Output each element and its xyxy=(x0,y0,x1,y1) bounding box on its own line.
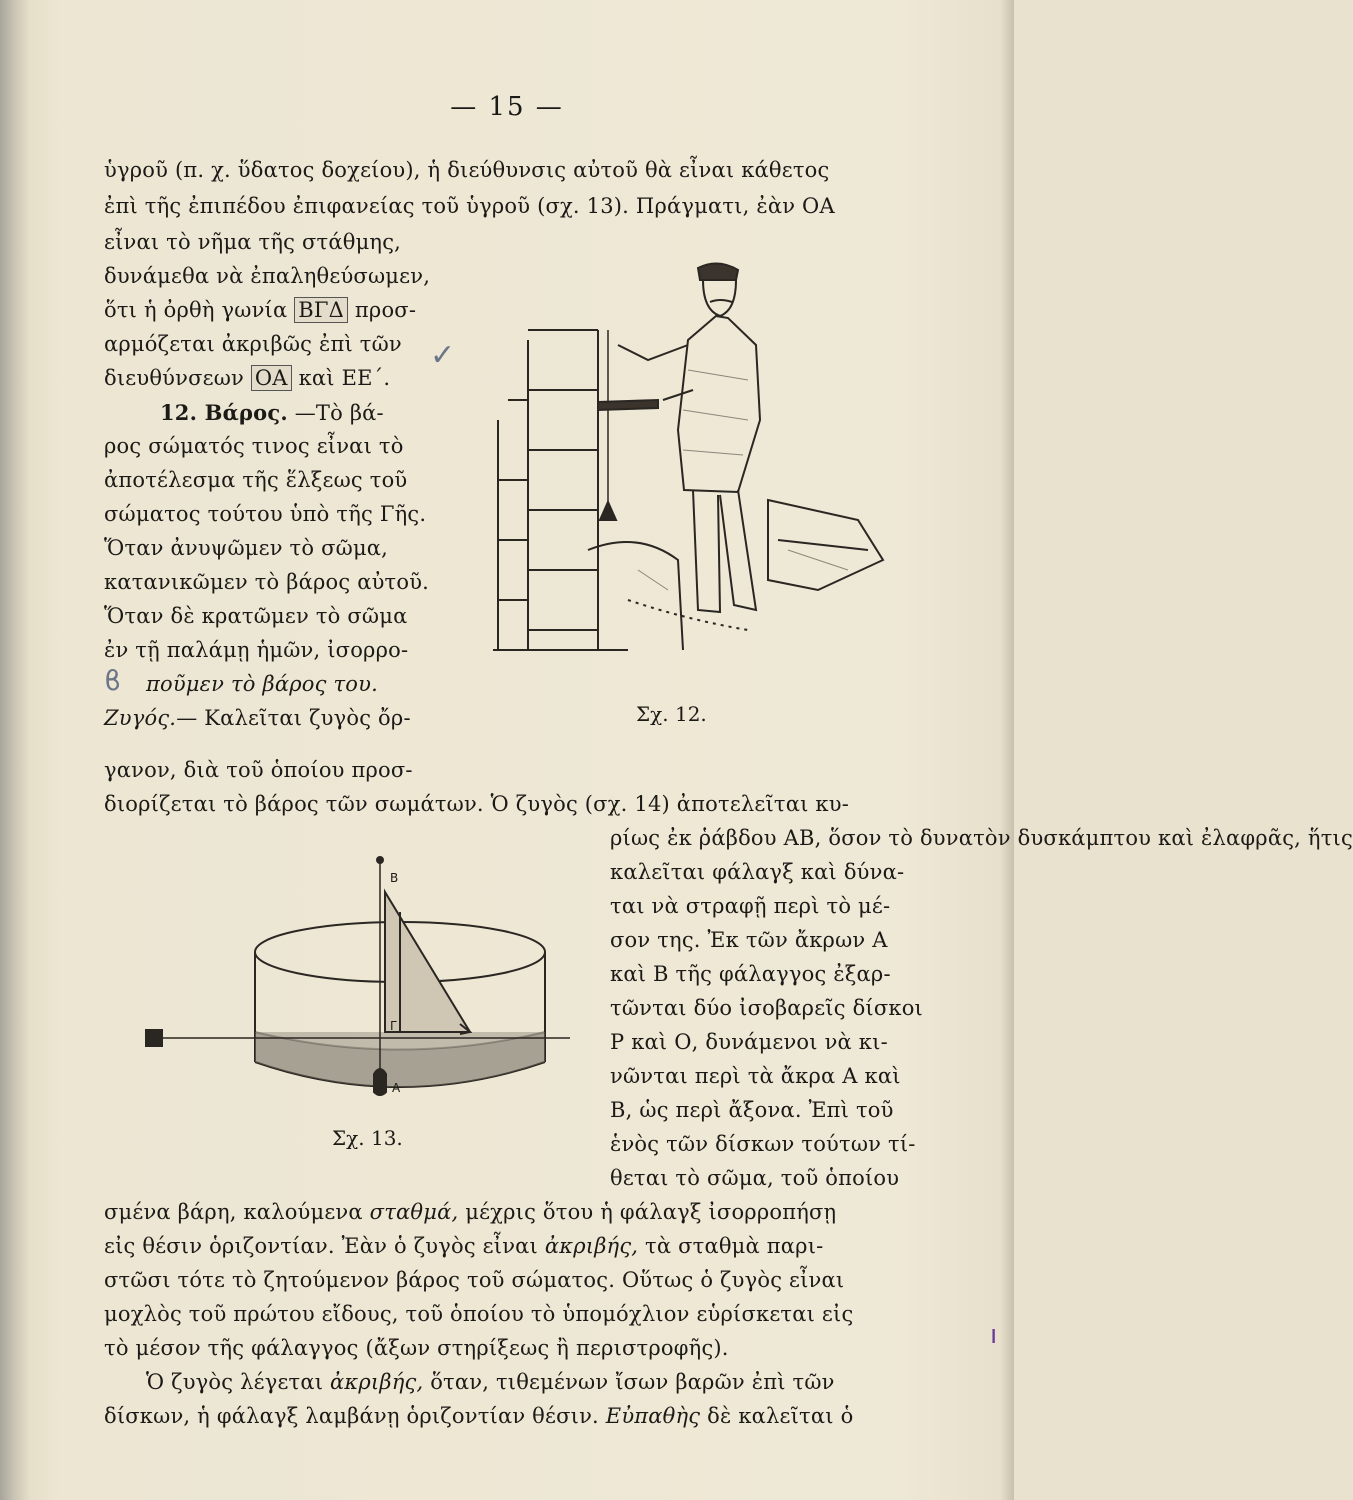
figure-12-caption: Σχ. 12. xyxy=(636,702,707,726)
text-line-32 xyxy=(104,1202,836,1223)
term-zygos: Ζυγός. xyxy=(104,706,177,730)
section-12-line xyxy=(160,402,384,424)
text-line-6: αρμόζεται ἀκριβῶς ἐπὶ τῶν xyxy=(104,332,402,356)
text-line-34: στῶσι τότε τὸ ζητούμενον βάρος τοῦ σώματος. Οὕτως ὁ ζυγὸς εἶναι xyxy=(104,1268,845,1292)
ink-mark: ı xyxy=(990,1320,998,1350)
text-line-5a: ὅτι ἡ ὀρθὴ γωνία xyxy=(104,298,295,322)
text-line-28: νῶνται περὶ τὰ ἄκρα Α καὶ xyxy=(610,1064,901,1088)
term-stathma: σταθμά, xyxy=(369,1200,459,1224)
text-line-4: δυνάμεθα νὰ ἐπαληθεύσωμεν, xyxy=(104,264,431,288)
text-line-3: εἶναι τὸ νῆμα τῆς στάθμης, xyxy=(104,230,402,254)
page-number: — 15 — xyxy=(450,92,564,122)
pencil-check-mark: ✓ xyxy=(430,338,456,373)
text-line-32a: σμένα βάρη, καλούμενα xyxy=(104,1200,370,1224)
text-line-9: ρος σώματός τινος εἶναι τὸ xyxy=(104,434,404,458)
figure-13-caption: Σχ. 13. xyxy=(332,1126,403,1150)
text-line-37a: Ὁ ζυγὸς λέγεται xyxy=(146,1370,331,1394)
text-line-11: σώματος τούτου ὑπὸ τῆς Γῆς. xyxy=(104,502,427,526)
text-line-38b: δὲ καλεῖται ὁ xyxy=(700,1404,854,1428)
text-line-17b: — Καλεῖται ζυγὸς ὄρ- xyxy=(176,706,411,730)
text-line-2: ἐπὶ τῆς ἐπιπέδου ἐπιφανείας τοῦ ὑγροῦ (σχ. 13). Πράγματι, ἐὰν ΟΑ xyxy=(104,194,835,218)
pencil-scribble: ϐ xyxy=(104,664,122,697)
boxed-symbol-bgd: ΒΓΔ xyxy=(294,297,348,323)
text-line-38 xyxy=(104,1406,853,1427)
text-line-37 xyxy=(146,1372,835,1393)
text-line-25: καὶ Β τῆς φάλαγγος ἐξαρ- xyxy=(610,962,891,986)
subheading-measure: ποῦμεν τὸ βάρος του. xyxy=(146,672,378,696)
text-line-14: Ὅταν δὲ κρατῶμεν τὸ σῶμα xyxy=(104,604,408,628)
text-line-1: ὑγροῦ (π. χ. ὕδατος δοχείου), ἡ διεύθυνσις αὐτοῦ θὰ εἶναι κάθετος xyxy=(104,158,830,182)
fig13-label-a: Α xyxy=(392,1081,401,1095)
text-line-30: ἑνὸς τῶν δίσκων τούτων τί- xyxy=(610,1132,916,1156)
text-line-7a: διευθύνσεων xyxy=(104,366,251,390)
text-line-31: θεται τὸ σῶμα, τοῦ ὁποίου xyxy=(610,1166,900,1190)
text-line-15: ἐν τῇ παλάμῃ ἡμῶν, ἰσορρο- xyxy=(104,638,409,662)
section-12-heading: 12. Βάρος. xyxy=(160,400,288,425)
figure-13-illustration xyxy=(140,852,580,1102)
text-line-26: τῶνται δύο ἰσοβαρεῖς δίσκοι xyxy=(610,996,923,1020)
text-line-32b: μέχρις ὅτου ἡ φάλαγξ ἰσορροπήσῃ xyxy=(458,1200,837,1224)
figure-12-illustration xyxy=(488,250,898,670)
text-line-29: Β, ὡς περὶ ἄξονα. Ἐπὶ τοῦ xyxy=(610,1098,894,1122)
fig13-label-b: Β xyxy=(390,871,399,885)
boxed-symbol-oa: ΟΑ xyxy=(251,365,292,391)
section-12-text: —Τὸ βά- xyxy=(287,401,384,425)
text-line-33b: τὰ σταθμὰ παρι- xyxy=(638,1234,824,1258)
text-line-19: γανον, διὰ τοῦ ὁποίου προσ- xyxy=(104,758,413,782)
text-line-38a: δίσκων, ἡ φάλαγξ λαμβάνῃ ὁριζοντίαν θέσιν. xyxy=(104,1404,606,1428)
text-line-20: διορίζεται τὸ βάρος τῶν σωμάτων. Ὁ ζυγὸς (σχ. 14) ἀποτελεῖται κυ- xyxy=(104,792,850,816)
term-akrivis-2: ἀκριβής, xyxy=(330,1370,424,1394)
text-line-23: ται νὰ στραφῇ περὶ τὸ μέ- xyxy=(610,894,891,918)
text-line-10: ἀποτέλεσμα τῆς ἕλξεως τοῦ xyxy=(104,468,408,492)
fig13-label-g: Γ xyxy=(390,1019,397,1033)
text-line-5b: προσ- xyxy=(348,298,417,322)
text-line-33a: εἰς θέσιν ὁριζοντίαν. Ἐὰν ὁ ζυγὸς εἶναι xyxy=(104,1234,545,1258)
text-line-12: Ὅταν ἀνυψῶμεν τὸ σῶμα, xyxy=(104,536,389,560)
text-line-7b: καὶ ΕΕ΄. xyxy=(291,366,391,390)
text-line-35: μοχλὸς τοῦ πρώτου εἴδους, τοῦ ὁποίου τὸ ὑπομόχλιον εὑρίσκεται εἰς xyxy=(104,1302,854,1326)
text-line-22: καλεῖται φάλαγξ καὶ δύνα- xyxy=(610,860,905,884)
text-line-17 xyxy=(104,708,411,729)
text-line-27: Ρ καὶ Ο, δυνάμενοι νὰ κι- xyxy=(610,1030,888,1054)
term-akrivis: ἀκριβής, xyxy=(544,1234,639,1258)
text-line-21: ρίως ἐκ ῥάβδου ΑΒ, ὅσον τὸ δυνατὸν δυσκάμπτου καὶ ἐλαφρᾶς, ἥτις xyxy=(610,826,1353,850)
text-line-37b: ὅταν, τιθεμένων ἴσων βαρῶν ἐπὶ τῶν xyxy=(423,1370,835,1394)
term-eupathis: Εὐπαθὴς xyxy=(605,1404,701,1428)
text-line-24: σον της. Ἐκ τῶν ἄκρων Α xyxy=(610,928,888,952)
text-line-36: τὸ μέσον τῆς φάλαγγος (ἄξων στηρίξεως ἢ περιστροφῆς). xyxy=(104,1336,729,1360)
text-line-7 xyxy=(104,368,390,389)
text-line-33 xyxy=(104,1236,823,1257)
text-line-5 xyxy=(104,300,416,321)
text-line-13: κατανικῶμεν τὸ βάρος αὐτοῦ. xyxy=(104,570,430,594)
